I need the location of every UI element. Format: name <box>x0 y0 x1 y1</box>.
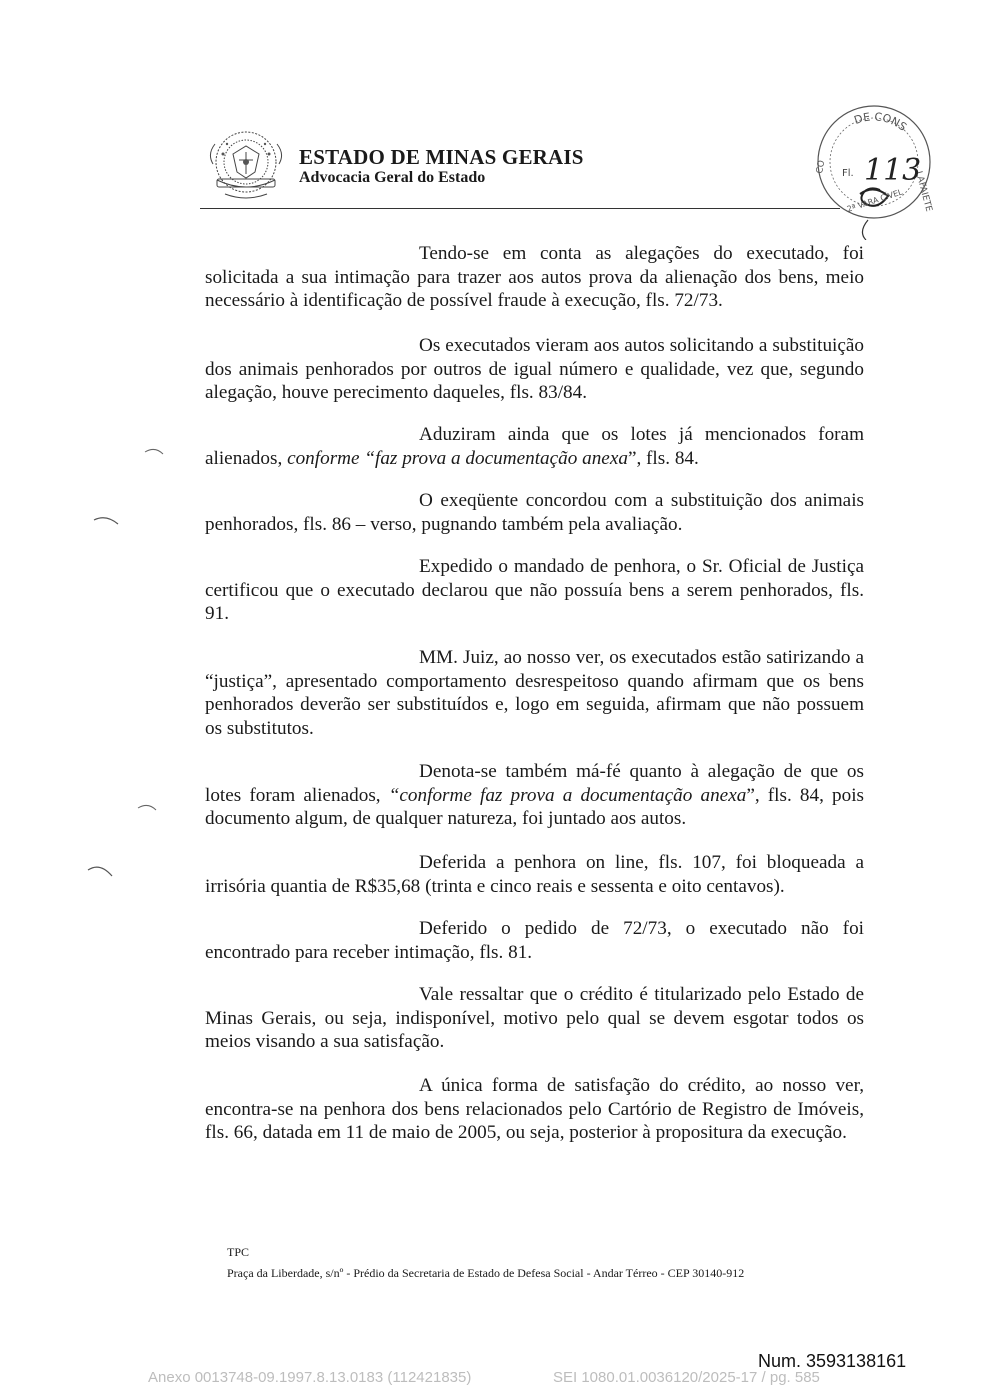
margin-mark <box>143 444 167 458</box>
stamp-text-top: DE CONS <box>852 110 910 134</box>
paragraph-7-citation: ”, fls. 84, pois documento algum, de qualquer natureza, foi juntado aos autos. <box>205 784 864 829</box>
paragraph-9: Deferido o pedido de 72/73, o executado não foi encontrado para receber intimação, fls. 81. <box>205 918 864 963</box>
stamp-text-left: CO <box>815 159 828 175</box>
svg-text:DE CONS <box>852 110 909 134</box>
header-divider <box>200 208 840 209</box>
paragraph-7-quote: “conforme faz prova a documentação anexa <box>388 784 747 806</box>
paragraph-3-quote: conforme “faz prova a documentação anexa <box>287 447 628 469</box>
court-stamp <box>808 100 938 240</box>
paragraph-11: A única forma de satisfação do crédito, ao nosso ver, encontra-se na penhora dos bens relacionados pelo Cartório de Registro de Imóveis, fls. 66, datada em 11 de maio de 2005, ou seja, posterior à propositura da execução. <box>205 1075 864 1143</box>
stamp-text-right: LAFAIETE <box>913 170 934 213</box>
margin-mark <box>86 860 116 880</box>
paragraph-1: Tendo-se em conta as alegações do executado, foi solicitada a sua intimação para trazer aos autos prova da alienação dos bens, meio necessário à identificação de possível fraude à execução, fls. 72/73. <box>205 243 864 311</box>
header-title: ESTADO DE MINAS GERAIS <box>299 145 584 169</box>
paragraph-2: Os executados vieram aos autos solicitando a substituição dos animais penhorados por outros de igual número e qualidade, vez que, segundo alegação, houve perecimento daqueles, fls. 83/84. <box>205 335 864 403</box>
stamp-folio-number: 113 <box>864 153 922 188</box>
annex-reference: Anexo 0013748-09.1997.8.13.0183 (112421835) <box>148 1369 472 1386</box>
footer-address: Praça da Liberdade, s/nº - Prédio da Secretaria de Estado de Defesa Social - Andar Térreo - CEP 30140-912 <box>227 1266 745 1280</box>
paragraph-3-text: Aduziram ainda que os lotes já mencionados foram alienados, <box>205 424 864 469</box>
paragraph-10: Vale ressaltar que o crédito é titularizado pelo Estado de Minas Gerais, ou seja, indisponível, motivo pelo qual se devem esgotar todos os meios visando a sua satisfação. <box>205 984 864 1052</box>
state-coat-of-arms-icon <box>203 124 289 204</box>
paragraph-5: Expedido o mandado de penhora, o Sr. Oficial de Justiça certificou que o executado declarou que não possuía bens a serem penhorados, fls. 91. <box>205 556 864 624</box>
margin-mark <box>136 800 160 814</box>
header-subtitle: Advocacia Geral do Estado <box>299 169 486 186</box>
margin-mark <box>92 512 122 528</box>
paragraph-7-text: Denota-se também má-fé quanto à alegação de que os lotes foram alienados, <box>205 761 864 806</box>
paragraph-3-citation: ”, fls. 84. <box>627 447 699 469</box>
stamp-folio-label: Fl. <box>842 168 854 179</box>
sei-reference: SEI 1080.01.0036120/2025-17 / pg. 585 <box>553 1369 820 1386</box>
paragraph-7 <box>205 760 864 831</box>
footer-org: TPC <box>227 1245 250 1259</box>
paragraph-3 <box>205 423 864 470</box>
document-number: Num. 3593138161 <box>758 1351 907 1371</box>
paragraph-6: MM. Juiz, ao nosso ver, os executados estão satirizando a “justiça”, apresentado comportamento desrespeitoso quando afirmam que os bens penhorados deverão ser substituídos e, logo em seguida, afirmam que não possuem os substitutos. <box>205 647 864 739</box>
paragraph-8: Deferida a penhora on line, fls. 107, foi bloqueada a irrisória quantia de R$35,68 (trinta e cinco reais e sessenta e oito centavos). <box>205 852 864 897</box>
stamp-bottom-text: 2ª VARA CÍVEL <box>845 187 904 214</box>
paragraph-4: O exeqüente concordou com a substituição dos animais penhorados, fls. 86 – verso, pugnando também pela avaliação. <box>205 490 864 535</box>
